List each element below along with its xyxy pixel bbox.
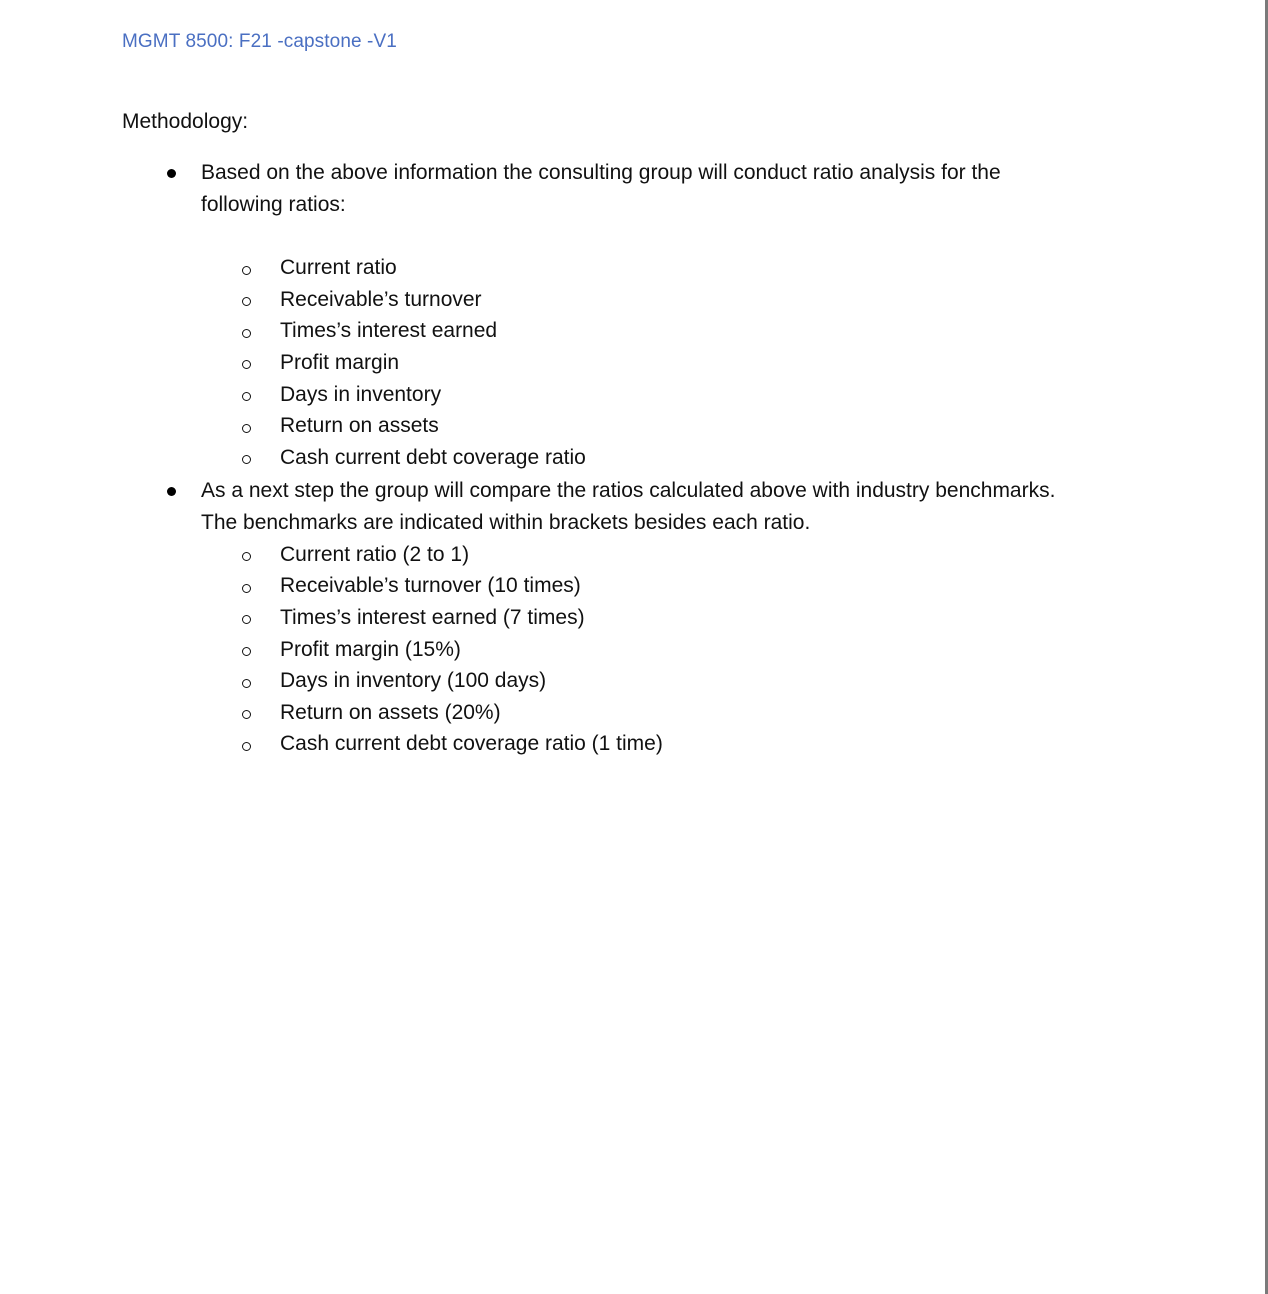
section-title: Methodology:	[122, 110, 249, 133]
circle-bullet-icon	[242, 742, 251, 751]
circle-bullet-icon	[242, 710, 251, 719]
circle-bullet-icon	[242, 297, 251, 306]
circle-bullet-icon	[242, 455, 251, 464]
bullet-1-line-2: following ratios:	[201, 193, 346, 216]
subitem: Receivable’s turnover (10 times)	[280, 574, 581, 597]
circle-bullet-icon	[242, 679, 251, 688]
circle-bullet-icon	[242, 392, 251, 401]
bullet-1-line-1: Based on the above information the consulting group will conduct ratio analysis for the	[201, 161, 1001, 184]
subitem: Cash current debt coverage ratio (1 time)	[280, 732, 663, 755]
subitem: Profit margin	[280, 351, 400, 374]
circle-bullet-icon	[242, 584, 251, 593]
subitem: Days in inventory (100 days)	[280, 669, 547, 692]
circle-bullet-icon	[242, 266, 251, 275]
circle-bullet-icon	[242, 424, 251, 433]
subitem: Times’s interest earned	[280, 319, 498, 342]
circle-bullet-icon	[242, 615, 251, 624]
subitem: Times’s interest earned (7 times)	[280, 606, 585, 629]
bullet-icon	[167, 169, 176, 178]
subitem: Cash current debt coverage ratio	[280, 446, 586, 469]
subitem: Return on assets (20%)	[280, 701, 501, 724]
page-header: MGMT 8500: F21 -capstone -V1	[122, 31, 397, 52]
subitem: Receivable’s turnover	[280, 288, 482, 311]
subitem: Days in inventory	[280, 383, 442, 406]
subitem: Return on assets	[280, 414, 439, 437]
circle-bullet-icon	[242, 329, 251, 338]
subitem: Current ratio (2 to 1)	[280, 543, 470, 566]
bullet-icon	[167, 487, 176, 496]
circle-bullet-icon	[242, 360, 251, 369]
subitem: Current ratio	[280, 256, 397, 279]
circle-bullet-icon	[242, 647, 251, 656]
subitem: Profit margin (15%)	[280, 638, 461, 661]
bullet-2-line-2: The benchmarks are indicated within brackets besides each ratio.	[201, 511, 811, 534]
bullet-2-line-1: As a next step the group will compare the ratios calculated above with industry benchmarks.	[201, 479, 1056, 502]
circle-bullet-icon	[242, 552, 251, 561]
